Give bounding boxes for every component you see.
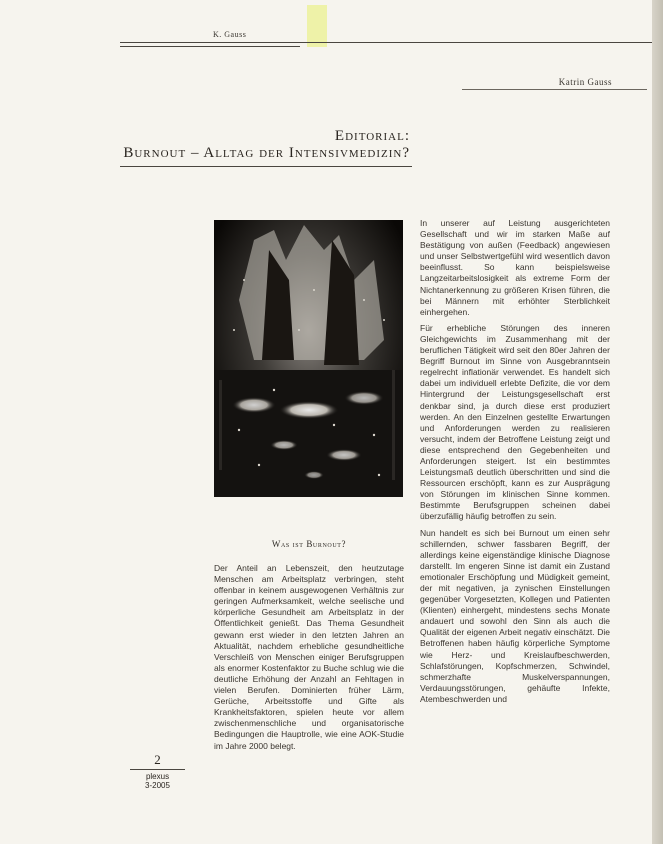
title-line-2: Burnout – Alltag der Intensivmedizin?: [123, 145, 410, 161]
folio-rule: [130, 769, 185, 770]
paragraph: Für erhebliche Störungen des inneren Gleichgewichts im Zusammenhang mit der beruflichen Tätigkeit wird seit den 80er Jahren der Begriff Burnout im Sinne von Ausgebranntsein regelrecht inflationär verwendet. Es handelt sich dabei um individuell erlebte Defizite, die vor dem Hintergrund der Leistungsgesellschaft erst denkbar sind, ja durch diese erst produziert werden. An den Einzelnen gestellte Erwartungen und Anforderungen werden zu realisieren versucht, indem der Betroffene Leistung zeigt und diese entsprechend den Gegebenheiten und Anforderungen steigert. Ist ein bestimmtes Leistungsmaß deutlich überschritten und sind die Ressourcen erschöpft, kann es zur Ausprägung von Störungen im klinischen Sinne kommen. Bestimmte Berufsgruppen scheinen dabei überzufällig häufig betroffen zu sein.: [420, 322, 610, 522]
header-rule: [120, 42, 652, 43]
page-folio: [130, 752, 185, 790]
running-header-author: K. Gauss: [213, 30, 247, 39]
photo-illustration: [214, 220, 403, 497]
article-title: [110, 128, 410, 162]
page-number: 2: [154, 752, 161, 767]
title-line-1: Editorial:: [334, 128, 410, 144]
journal-issue: 3-2005: [145, 781, 170, 790]
forest-fire-photo: [214, 220, 403, 497]
journal-name: plexus: [145, 772, 170, 781]
title-rule: [120, 166, 412, 167]
text-column-right: [420, 218, 610, 778]
section-heading: Was ist Burnout?: [271, 539, 347, 549]
highlight-mark: [307, 5, 327, 47]
paragraph: Nun handelt es sich bei Burnout um einen sehr schillernden, schwer fassbaren Begriff, der allerdings keine eigenständige klinische Diagnose darstellt. Im engeren Sinne ist damit ein Zustand emotionaler Erschöpfung und Müdigkeit gemeint, der mit negativen, ja zynischen Einstellungen gegenüber Vorgesetzten, Kollegen und Patienten (Klienten) einhergeht, mindestens sechs Monate andauert und sowohl den Sinn als auch die Qualität der eigenen Arbeit negativ einschätzt. Die Betroffenen haben häufig körperliche Symptome wie Herz- und Kreislaufbeschwerden, Schlafstörungen, Kopfschmerzen, Schwindel, schmerzhafte Muskelverspannungen, Verdauungsstörungen, gehäufte Infekte, Atembeschwerden und: [420, 527, 610, 704]
header-rule-secondary: [120, 46, 300, 47]
paragraph: Der Anteil an Lebenszeit, den heutzutage Menschen am Arbeitsplatz verbringen, steht offenbar in keinem ausgewogenen Verhältnis zur geringen Aufmerksamkeit, welche seelische und körperliche Gesundheit am Arbeitsplatz in der Öffentlichkeit genießt. Das Thema Gesundheit gewann erst wieder in den letzten Jahren an Aktualität, nachdem erhebliche gesundheitliche Verschleiß von Menschen einiger Berufsgruppen als enormer Kostenfaktor zu Buche schlug wie die deutliche Erhöhung der Anzahl an Fehltagen in vielen Berufen. Dominierten früher Lärm, Gerüche, Arbeitsstoffe und Gifte als Krankheitsfaktoren, spielen heute vor allem zwischenmenschliche und organisatorische Bedingungen die Hauptrolle, wie eine AOK-Studie im Jahre 2000 belegt.: [214, 563, 404, 751]
article-author: Katrin Gauss: [558, 77, 612, 87]
paragraph: In unserer auf Leistung ausgerichteten Gesellschaft und wir im starken Maße auf Bestätigung von außen (Feedback) angewiesen und unser Selbstwertgefühl wird wesentlich davon beeinflusst. So kann beispielsweise Langzeitarbeitslosigkeit als extreme Form der Nichtanerkennung zu größeren Krisen führen, die bei Männern mit erhöhter Sterblichkeit einhergehen.: [420, 218, 610, 317]
author-rule: [462, 89, 647, 90]
text-column-left: [214, 563, 404, 778]
page-edge: [652, 0, 663, 844]
